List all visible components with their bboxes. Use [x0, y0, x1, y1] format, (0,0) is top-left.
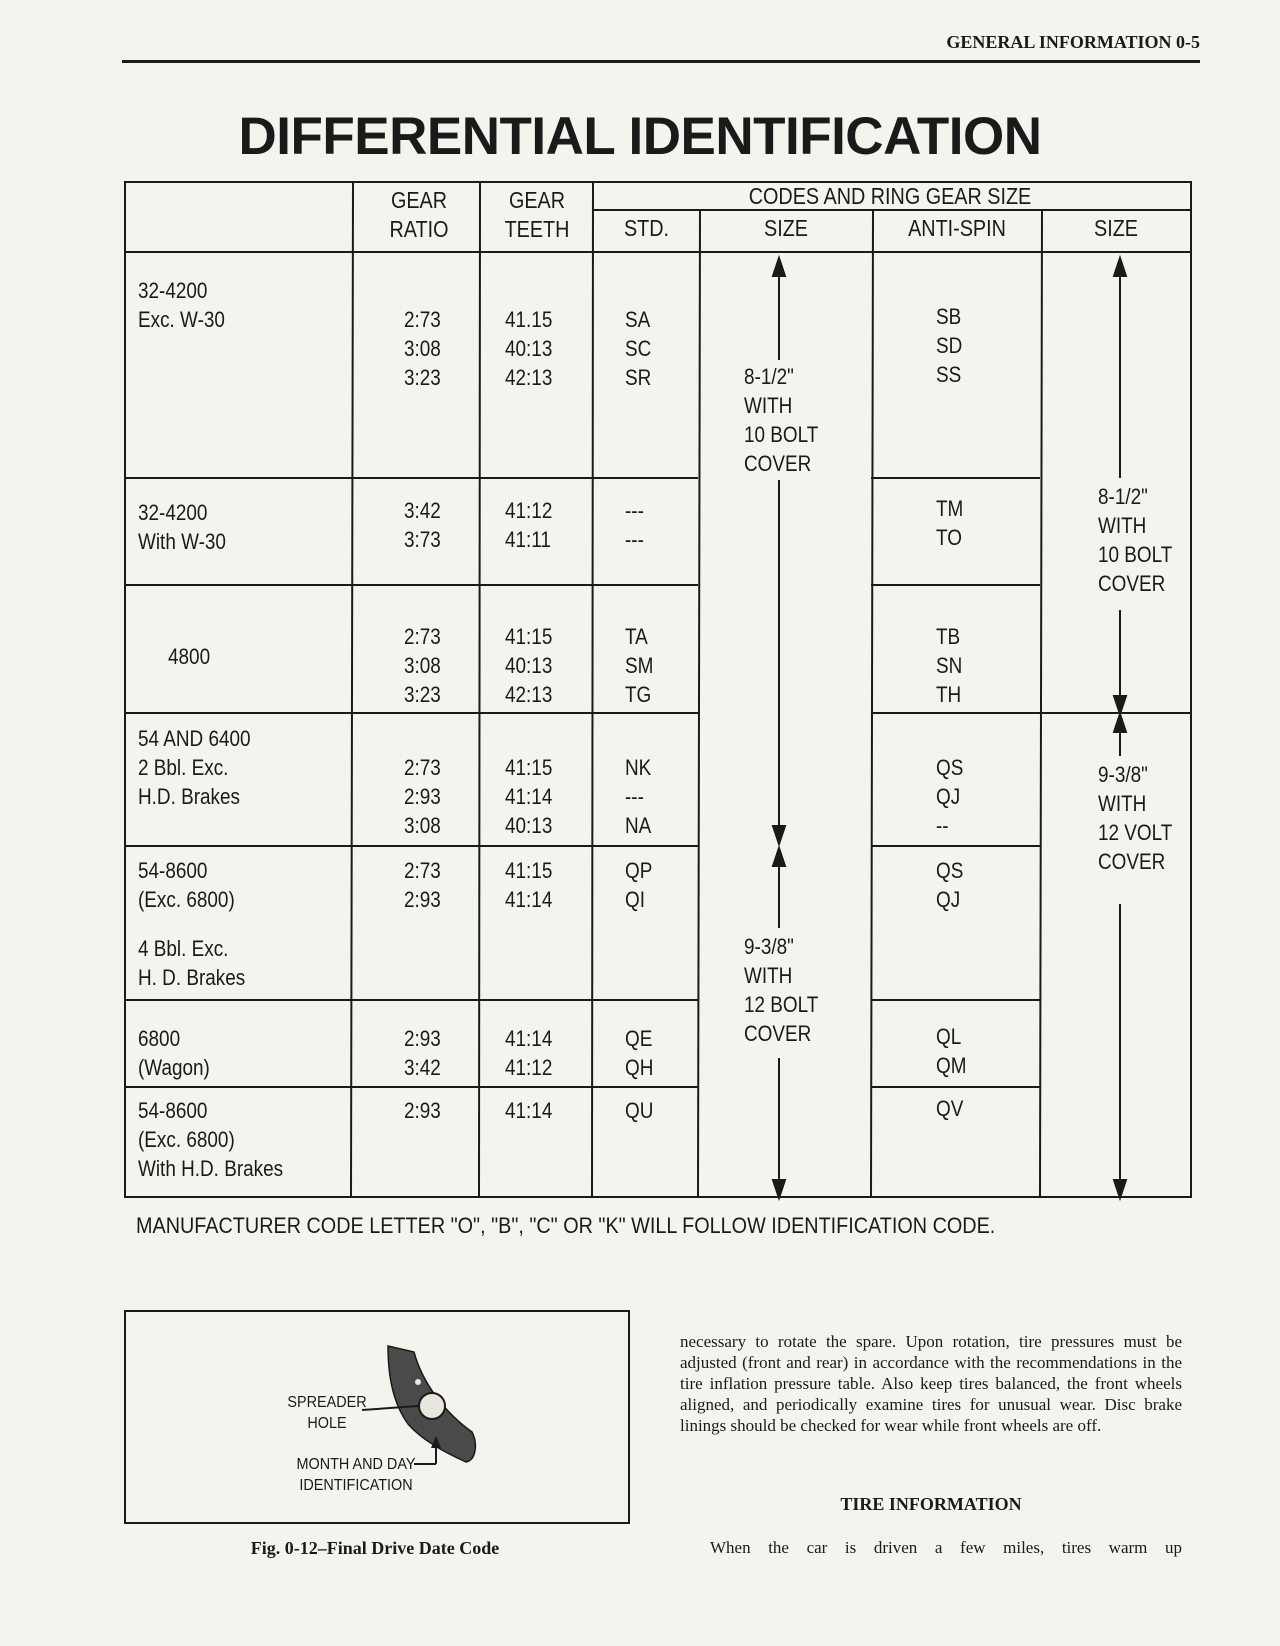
size-std-9-3-8: 9-3/8" WITH 12 BOLT COVER: [744, 934, 819, 1046]
size-std-8-1-2: 8-1/2" WITH 10 BOLT COVER: [744, 364, 819, 476]
row7-teeth: 41:14: [505, 1098, 553, 1123]
spreader-hole-label: [287, 1392, 368, 1434]
row6-ratio: 2:93 3:42: [404, 1026, 441, 1080]
row7-std: QU: [625, 1098, 654, 1123]
page-title: DIFFERENTIAL IDENTIFICATION: [238, 107, 1042, 166]
row6-teeth: 41:14 41:12: [505, 1026, 553, 1080]
row7-ratio: 2:93: [404, 1098, 441, 1123]
row7-model: 54-8600 (Exc. 6800) With H.D. Brakes: [138, 1098, 284, 1181]
row7-anti: QV: [936, 1096, 964, 1121]
row1-ratio: 2:73 3:08 3:23: [404, 307, 441, 390]
row6-std: QE QH: [625, 1026, 654, 1080]
header-size-std: SIZE: [764, 215, 808, 241]
row3-teeth: 41:15 40:13 42:13: [505, 624, 553, 707]
row4-anti: QS QJ --: [936, 755, 964, 838]
header-gear-ratio: [367, 186, 472, 244]
figure-final-drive-date-code: [124, 1310, 630, 1524]
row5-model-note: 4 Bbl. Exc. H. D. Brakes: [138, 936, 246, 990]
row6-anti: QL QM: [936, 1024, 967, 1078]
header-gear-ratio-text: GEAR RATIO: [389, 187, 449, 242]
row1-std: SA SC SR: [625, 307, 652, 390]
row2-teeth: 41:12 41:11: [505, 498, 553, 552]
row1-teeth: 41.15 40:13 42:13: [505, 307, 553, 390]
row6-model: 6800 (Wagon): [138, 1026, 210, 1080]
header-anti-spin: ANTI-SPIN: [908, 215, 1006, 241]
month-day-label-text: MONTH AND DAY IDENTIFICATION: [296, 1456, 416, 1494]
row4-teeth: 41:15 41:14 40:13: [505, 755, 553, 838]
section-paragraph: When the car is driven a few miles, tires warm up: [710, 1538, 1182, 1557]
row2-anti: TM TO: [936, 496, 964, 550]
row2-ratio: 3:42 3:73: [404, 498, 441, 552]
row4-ratio: 2:73 2:93 3:08: [404, 755, 441, 838]
row4-std: NK --- NA: [625, 755, 652, 838]
table-footnote: MANUFACTURER CODE LETTER "O", "B", "C" OR "K" WILL FOLLOW IDENTIFICATION CODE.: [136, 1213, 996, 1238]
row5-teeth: 41:15 41:14: [505, 858, 553, 912]
row5-anti: QS QJ: [936, 858, 964, 912]
running-header: GENERAL INFORMATION 0-5: [946, 32, 1200, 52]
row3-model: 4800: [168, 644, 211, 669]
size-anti-9-3-8: 9-3/8" WITH 12 VOLT COVER: [1098, 762, 1173, 874]
size-anti-8-1-2: 8-1/2" WITH 10 BOLT COVER: [1098, 484, 1173, 596]
section-heading: TIRE INFORMATION: [840, 1494, 1022, 1514]
header-std: STD.: [623, 215, 670, 241]
row4-model: 54 AND 6400 2 Bbl. Exc. H.D. Brakes: [138, 726, 251, 809]
body-paragraph: necessary to rotate the spare. Upon rotation, tire pressures must be adjusted (front and rear) in accordance with the recommendations in the tire inflation pressure table. Also keep tires balanced, the front wheels aligned, and periodically examine tires for unusual wear. Disc brake linings should be checked for wear while front wheels are off.: [680, 1332, 1182, 1435]
figure-caption: Fig. 0-12–Final Drive Date Code: [250, 1538, 500, 1558]
row5-std: QP QI: [625, 858, 653, 912]
month-day-label: [293, 1454, 419, 1496]
spreader-hole-label-text: SPREADER HOLE: [287, 1394, 367, 1432]
row1-anti: SB SD SS: [936, 304, 963, 387]
row3-std: TA SM TG: [625, 624, 654, 707]
row5-model: 54-8600 (Exc. 6800): [138, 858, 235, 912]
header-gear-teeth: [490, 186, 585, 244]
row3-ratio: 2:73 3:08 3:23: [404, 624, 441, 707]
row5-ratio: 2:73 2:93: [404, 858, 441, 912]
row2-std: --- ---: [625, 498, 644, 552]
row2-model: 32-4200 With W-30: [138, 500, 226, 554]
row1-model: 32-4200 Exc. W-30: [138, 278, 225, 332]
row3-anti: TB SN TH: [936, 624, 963, 707]
header-size-anti: SIZE: [1094, 215, 1138, 241]
header-gear-teeth-text: GEAR TEETH: [504, 187, 570, 242]
header-codes-group: CODES AND RING GEAR SIZE: [748, 183, 1032, 209]
